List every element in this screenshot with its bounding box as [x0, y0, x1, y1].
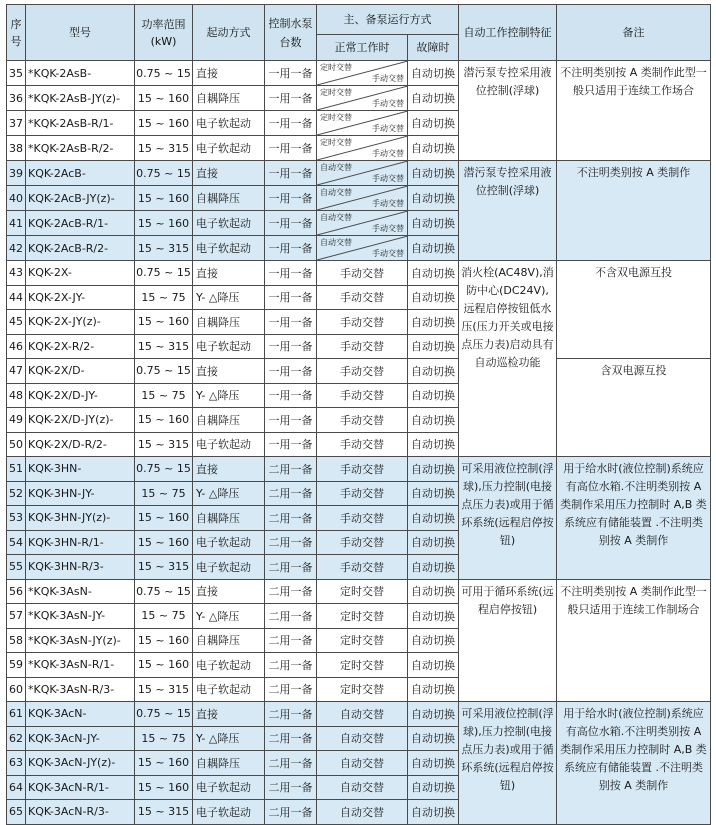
normal-mode-split-cell — [317, 61, 408, 86]
model-cell: KQK-2X/D-R/2- — [26, 432, 135, 457]
fault-mode-cell: 自动切换 — [408, 751, 459, 776]
pump-count-cell: 二用一备 — [265, 457, 317, 482]
feature-cell: 潜污泵专控采用液位控制(浮球) — [459, 61, 557, 161]
pump-count-cell: 一用一备 — [265, 408, 317, 433]
fault-mode-cell: 自动切换 — [408, 186, 459, 211]
power-range-cell: 15 ~ 160 — [135, 211, 193, 236]
fault-mode-cell: 自动切换 — [408, 136, 459, 161]
fault-mode-cell: 自动切换 — [408, 579, 459, 604]
table-row — [7, 457, 711, 482]
model-cell: KQK-3HN-R/3- — [26, 555, 135, 580]
start-method-cell: 电子软起动 — [193, 530, 265, 555]
normal-mode-cell: 手动交替 — [317, 261, 408, 286]
normal-mode-cell: 自动交替 — [317, 775, 408, 800]
start-method-cell: Y- △降压 — [193, 383, 265, 408]
model-cell: KQK-3HN-JY- — [26, 481, 135, 506]
row-number: 61 — [7, 702, 26, 727]
remark-cell: 不注明类别按 A 类制作此型一般只适用于连续工作制场合 — [557, 579, 711, 702]
power-range-cell: 15 ~ 160 — [135, 775, 193, 800]
model-cell: *KQK-2AsB- — [26, 61, 135, 86]
pump-control-table — [6, 4, 711, 825]
pump-count-cell: 一用一备 — [265, 383, 317, 408]
model-cell: KQK-2X- — [26, 261, 135, 286]
power-range-cell: 0.75 ~ 15 — [135, 359, 193, 384]
header-power: 功率范围(kW) — [135, 5, 193, 61]
model-cell: *KQK-3AsN- — [26, 579, 135, 604]
pump-count-cell: 二用一备 — [265, 800, 317, 825]
row-number: 60 — [7, 677, 26, 702]
normal-mode-split-cell — [317, 136, 408, 161]
start-method-cell: 电子软起动 — [193, 800, 265, 825]
power-range-cell: 15 ~ 160 — [135, 628, 193, 653]
row-number: 41 — [7, 211, 26, 236]
fault-mode-cell: 自动切换 — [408, 628, 459, 653]
start-method-cell: Y- △降压 — [193, 481, 265, 506]
fault-mode-cell: 自动切换 — [408, 261, 459, 286]
start-method-cell: 电子软起动 — [193, 555, 265, 580]
normal-mode-primary: 自动交替 — [320, 213, 352, 222]
fault-mode-cell: 自动切换 — [408, 383, 459, 408]
power-range-cell: 15 ~ 315 — [135, 432, 193, 457]
pump-count-cell: 二用一备 — [265, 628, 317, 653]
power-range-cell: 15 ~ 160 — [135, 111, 193, 136]
row-number: 57 — [7, 604, 26, 629]
start-method-cell: 直接 — [193, 61, 265, 86]
start-method-cell: 电子软起动 — [193, 334, 265, 359]
fault-mode-cell: 自动切换 — [408, 432, 459, 457]
power-range-cell: 15 ~ 315 — [135, 800, 193, 825]
model-cell: KQK-2AcB-R/1- — [26, 211, 135, 236]
pump-count-cell: 一用一备 — [265, 61, 317, 86]
start-method-cell: 自耦降压 — [193, 628, 265, 653]
power-range-cell: 0.75 ~ 15 — [135, 61, 193, 86]
pump-count-cell: 一用一备 — [265, 86, 317, 111]
power-range-cell: 0.75 ~ 15 — [135, 702, 193, 727]
fault-mode-cell: 自动切换 — [408, 86, 459, 111]
start-method-cell: 电子软起动 — [193, 111, 265, 136]
pump-count-cell: 一用一备 — [265, 186, 317, 211]
feature-cell: 潜污泵专控采用液位控制(浮球) — [459, 161, 557, 261]
pump-count-cell: 一用一备 — [265, 136, 317, 161]
start-method-cell: 自耦降压 — [193, 751, 265, 776]
header-mode: 主、备泵运行方式 — [317, 5, 459, 35]
model-cell: KQK-2AcB-JY(z)- — [26, 186, 135, 211]
remark-cell: 用于给水时(液位控制)系统应有高位水箱.不注明类别按 A 类制作采用压力控制时 A,B 类系统应有储能装置 .不注明类别按 A 类制作 — [557, 457, 711, 580]
fault-mode-cell: 自动切换 — [408, 481, 459, 506]
power-range-cell: 0.75 ~ 15 — [135, 579, 193, 604]
normal-mode-cell: 自动交替 — [317, 702, 408, 727]
normal-mode-cell: 手动交替 — [317, 408, 408, 433]
model-cell: *KQK-2AsB-JY(z)- — [26, 86, 135, 111]
remark-cell: 不注明类别按 A 类制作 — [557, 161, 711, 261]
model-cell: KQK-3AcN- — [26, 702, 135, 727]
pump-count-cell: 二用一备 — [265, 604, 317, 629]
feature-cell: 可采用液位控制(浮球),压力控制(电接点压力表)或用于循环系统(远程启停按钮) — [459, 702, 557, 825]
power-range-cell: 15 ~ 75 — [135, 383, 193, 408]
model-cell: KQK-2X-JY(z)- — [26, 310, 135, 335]
normal-mode-secondary: 手动交替 — [372, 174, 404, 183]
power-range-cell: 15 ~ 160 — [135, 408, 193, 433]
row-number: 56 — [7, 579, 26, 604]
normal-mode-secondary: 手动交替 — [372, 99, 404, 108]
normal-mode-primary: 定时交替 — [320, 138, 352, 147]
fault-mode-cell: 自动切换 — [408, 506, 459, 531]
row-number: 48 — [7, 383, 26, 408]
fault-mode-cell: 自动切换 — [408, 285, 459, 310]
row-number: 59 — [7, 653, 26, 678]
table-row — [7, 702, 711, 727]
row-number: 44 — [7, 285, 26, 310]
pump-count-cell: 一用一备 — [265, 161, 317, 186]
row-number: 37 — [7, 111, 26, 136]
power-range-cell: 15 ~ 160 — [135, 530, 193, 555]
pump-count-cell: 二用一备 — [265, 579, 317, 604]
row-number: 65 — [7, 800, 26, 825]
model-cell: KQK-2AcB-R/2- — [26, 236, 135, 261]
normal-mode-cell: 手动交替 — [317, 506, 408, 531]
fault-mode-cell: 自动切换 — [408, 359, 459, 384]
normal-mode-primary: 自动交替 — [320, 238, 352, 247]
model-cell: KQK-2X-JY- — [26, 285, 135, 310]
fault-mode-cell: 自动切换 — [408, 677, 459, 702]
power-range-cell: 0.75 ~ 15 — [135, 261, 193, 286]
start-method-cell: 直接 — [193, 702, 265, 727]
normal-mode-cell: 定时交替 — [317, 653, 408, 678]
fault-mode-cell: 自动切换 — [408, 310, 459, 335]
normal-mode-cell: 自动交替 — [317, 751, 408, 776]
pump-count-cell: 二用一备 — [265, 481, 317, 506]
power-range-cell: 15 ~ 75 — [135, 604, 193, 629]
normal-mode-cell: 手动交替 — [317, 555, 408, 580]
normal-mode-split-cell — [317, 86, 408, 111]
pump-count-cell: 二用一备 — [265, 726, 317, 751]
start-method-cell: 电子软起动 — [193, 236, 265, 261]
start-method-cell: Y- △降压 — [193, 604, 265, 629]
start-method-cell: 自耦降压 — [193, 310, 265, 335]
fault-mode-cell: 自动切换 — [408, 61, 459, 86]
normal-mode-secondary: 手动交替 — [372, 249, 404, 258]
power-range-cell: 0.75 ~ 15 — [135, 161, 193, 186]
table-row — [7, 161, 711, 186]
normal-mode-cell: 定时交替 — [317, 604, 408, 629]
fault-mode-cell: 自动切换 — [408, 408, 459, 433]
power-range-cell: 15 ~ 75 — [135, 285, 193, 310]
pump-count-cell: 一用一备 — [265, 310, 317, 335]
table-row — [7, 261, 711, 286]
model-cell: *KQK-3AsN-R/1- — [26, 653, 135, 678]
model-cell: KQK-3HN- — [26, 457, 135, 482]
model-cell: KQK-2X/D- — [26, 359, 135, 384]
power-range-cell: 15 ~ 160 — [135, 310, 193, 335]
remark-cell: 不注明类别按 A 类制作此型一般只适用于连续工作场合 — [557, 61, 711, 161]
power-range-cell: 0.75 ~ 15 — [135, 457, 193, 482]
header-remark: 备注 — [557, 5, 711, 61]
start-method-cell: 直接 — [193, 457, 265, 482]
power-range-cell: 15 ~ 160 — [135, 751, 193, 776]
power-range-cell: 15 ~ 315 — [135, 677, 193, 702]
power-range-cell: 15 ~ 315 — [135, 136, 193, 161]
normal-mode-cell: 手动交替 — [317, 481, 408, 506]
model-cell: KQK-2AcB- — [26, 161, 135, 186]
normal-mode-cell: 手动交替 — [317, 530, 408, 555]
pump-count-cell: 二用一备 — [265, 702, 317, 727]
remark-cell: 用于给水时(液位控制)系统应有高位水箱.不注明类别按 A 类制作采用压力控制时 A,B 类系统应有储能装置 .不注明类别按 A 类制作 — [557, 702, 711, 825]
pump-count-cell: 一用一备 — [265, 334, 317, 359]
normal-mode-primary: 自动交替 — [320, 188, 352, 197]
table-row — [7, 359, 711, 384]
pump-count-cell: 一用一备 — [265, 211, 317, 236]
start-method-cell: 电子软起动 — [193, 432, 265, 457]
model-cell: *KQK-2AsB-R/2- — [26, 136, 135, 161]
row-number: 38 — [7, 136, 26, 161]
header-feature: 自动工作控制特征 — [459, 5, 557, 61]
row-number: 53 — [7, 506, 26, 531]
normal-mode-secondary: 手动交替 — [372, 199, 404, 208]
start-method-cell: 直接 — [193, 579, 265, 604]
pump-count-cell: 一用一备 — [265, 432, 317, 457]
model-cell: KQK-3AcN-JY- — [26, 726, 135, 751]
normal-mode-secondary: 手动交替 — [372, 224, 404, 233]
row-number: 43 — [7, 261, 26, 286]
normal-mode-secondary: 手动交替 — [372, 74, 404, 83]
pump-count-cell: 一用一备 — [265, 111, 317, 136]
fault-mode-cell: 自动切换 — [408, 457, 459, 482]
normal-mode-primary: 定时交替 — [320, 63, 352, 72]
pump-count-cell: 一用一备 — [265, 359, 317, 384]
model-cell: *KQK-2AsB-R/1- — [26, 111, 135, 136]
row-number: 64 — [7, 775, 26, 800]
model-cell: KQK-2X-R/2- — [26, 334, 135, 359]
header-model: 型号 — [26, 5, 135, 61]
start-method-cell: 直接 — [193, 161, 265, 186]
row-number: 54 — [7, 530, 26, 555]
start-method-cell: 自耦降压 — [193, 408, 265, 433]
fault-mode-cell: 自动切换 — [408, 236, 459, 261]
row-number: 35 — [7, 61, 26, 86]
normal-mode-split-cell — [317, 161, 408, 186]
normal-mode-cell: 定时交替 — [317, 677, 408, 702]
row-number: 47 — [7, 359, 26, 384]
model-cell: KQK-2X/D-JY- — [26, 383, 135, 408]
normal-mode-cell: 手动交替 — [317, 432, 408, 457]
fault-mode-cell: 自动切换 — [408, 800, 459, 825]
model-cell: KQK-3HN-JY(z)- — [26, 506, 135, 531]
normal-mode-secondary: 手动交替 — [372, 124, 404, 133]
power-range-cell: 15 ~ 75 — [135, 481, 193, 506]
table-row — [7, 61, 711, 86]
row-number: 62 — [7, 726, 26, 751]
row-number: 55 — [7, 555, 26, 580]
row-number: 36 — [7, 86, 26, 111]
normal-mode-primary: 定时交替 — [320, 113, 352, 122]
start-method-cell: Y- △降压 — [193, 726, 265, 751]
row-number: 46 — [7, 334, 26, 359]
power-range-cell: 15 ~ 160 — [135, 653, 193, 678]
row-number: 49 — [7, 408, 26, 433]
normal-mode-cell: 自动交替 — [317, 800, 408, 825]
start-method-cell: 电子软起动 — [193, 677, 265, 702]
start-method-cell: Y- △降压 — [193, 285, 265, 310]
row-number: 63 — [7, 751, 26, 776]
fault-mode-cell: 自动切换 — [408, 702, 459, 727]
header-normal: 正常工作时 — [317, 35, 408, 61]
table-body — [7, 61, 711, 825]
pump-count-cell: 二用一备 — [265, 775, 317, 800]
normal-mode-cell: 手动交替 — [317, 285, 408, 310]
normal-mode-split-cell — [317, 211, 408, 236]
normal-mode-cell: 自动交替 — [317, 726, 408, 751]
normal-mode-cell: 定时交替 — [317, 628, 408, 653]
normal-mode-primary: 定时交替 — [320, 88, 352, 97]
row-number: 40 — [7, 186, 26, 211]
model-cell: KQK-3AcN-JY(z)- — [26, 751, 135, 776]
normal-mode-cell: 定时交替 — [317, 579, 408, 604]
power-range-cell: 15 ~ 75 — [135, 726, 193, 751]
power-range-cell: 15 ~ 315 — [135, 236, 193, 261]
fault-mode-cell: 自动切换 — [408, 653, 459, 678]
normal-mode-cell: 手动交替 — [317, 457, 408, 482]
row-number: 58 — [7, 628, 26, 653]
fault-mode-cell: 自动切换 — [408, 775, 459, 800]
header-start: 起动方式 — [193, 5, 265, 61]
row-number: 45 — [7, 310, 26, 335]
fault-mode-cell: 自动切换 — [408, 604, 459, 629]
power-range-cell: 15 ~ 315 — [135, 555, 193, 580]
normal-mode-cell: 手动交替 — [317, 359, 408, 384]
power-range-cell: 15 ~ 160 — [135, 186, 193, 211]
fault-mode-cell: 自动切换 — [408, 530, 459, 555]
feature-cell: 可采用液位控制(浮球),压力控制(电接点压力表)或用于循环系统(远程启停按钮) — [459, 457, 557, 580]
row-number: 42 — [7, 236, 26, 261]
model-cell: KQK-2X/D-JY(z)- — [26, 408, 135, 433]
row-number: 51 — [7, 457, 26, 482]
table-row — [7, 579, 711, 604]
start-method-cell: 电子软起动 — [193, 211, 265, 236]
feature-cell: 可用于循环系统(远程启停按钮) — [459, 579, 557, 702]
model-cell: KQK-3HN-R/1- — [26, 530, 135, 555]
fault-mode-cell: 自动切换 — [408, 161, 459, 186]
power-range-cell: 15 ~ 160 — [135, 86, 193, 111]
pump-count-cell: 一用一备 — [265, 285, 317, 310]
pump-count-cell: 二用一备 — [265, 506, 317, 531]
start-method-cell: 电子软起动 — [193, 136, 265, 161]
model-cell: *KQK-3AsN-R/3- — [26, 677, 135, 702]
start-method-cell: 自耦降压 — [193, 506, 265, 531]
remark-cell: 含双电源互投 — [557, 359, 711, 457]
start-method-cell: 自耦降压 — [193, 86, 265, 111]
normal-mode-primary: 自动交替 — [320, 163, 352, 172]
row-number: 39 — [7, 161, 26, 186]
pump-count-cell: 二用一备 — [265, 677, 317, 702]
header-pumps: 控制水泵台数 — [265, 5, 317, 61]
start-method-cell: 电子软起动 — [193, 653, 265, 678]
row-number: 52 — [7, 481, 26, 506]
pump-count-cell: 二用一备 — [265, 530, 317, 555]
model-cell: KQK-3AcN-R/3- — [26, 800, 135, 825]
start-method-cell: 自耦降压 — [193, 186, 265, 211]
model-cell: KQK-3AcN-R/1- — [26, 775, 135, 800]
normal-mode-cell: 手动交替 — [317, 383, 408, 408]
fault-mode-cell: 自动切换 — [408, 211, 459, 236]
pump-count-cell: 二用一备 — [265, 653, 317, 678]
model-cell: *KQK-3AsN-JY(z)- — [26, 628, 135, 653]
power-range-cell: 15 ~ 160 — [135, 506, 193, 531]
fault-mode-cell: 自动切换 — [408, 555, 459, 580]
normal-mode-cell: 手动交替 — [317, 334, 408, 359]
start-method-cell: 直接 — [193, 261, 265, 286]
normal-mode-cell: 手动交替 — [317, 310, 408, 335]
header-fault: 故障时 — [408, 35, 459, 61]
fault-mode-cell: 自动切换 — [408, 111, 459, 136]
start-method-cell: 电子软起动 — [193, 775, 265, 800]
normal-mode-secondary: 手动交替 — [372, 149, 404, 158]
fault-mode-cell: 自动切换 — [408, 726, 459, 751]
pump-count-cell: 一用一备 — [265, 261, 317, 286]
header-no: 序号 — [7, 5, 26, 61]
feature-cell: 消火栓(AC48V),消防中心(DC24V),远程启停按钮低水压(压力开关或电接点压力表)启动具有自动巡检功能 — [459, 261, 557, 457]
remark-cell: 不含双电源互投 — [557, 261, 711, 359]
normal-mode-split-cell — [317, 111, 408, 136]
pump-count-cell: 一用一备 — [265, 236, 317, 261]
model-cell: *KQK-3AsN-JY- — [26, 604, 135, 629]
pump-count-cell: 二用一备 — [265, 555, 317, 580]
normal-mode-split-cell — [317, 186, 408, 211]
normal-mode-split-cell — [317, 236, 408, 261]
row-number: 50 — [7, 432, 26, 457]
power-range-cell: 15 ~ 315 — [135, 334, 193, 359]
start-method-cell: 直接 — [193, 359, 265, 384]
pump-count-cell: 二用一备 — [265, 751, 317, 776]
fault-mode-cell: 自动切换 — [408, 334, 459, 359]
